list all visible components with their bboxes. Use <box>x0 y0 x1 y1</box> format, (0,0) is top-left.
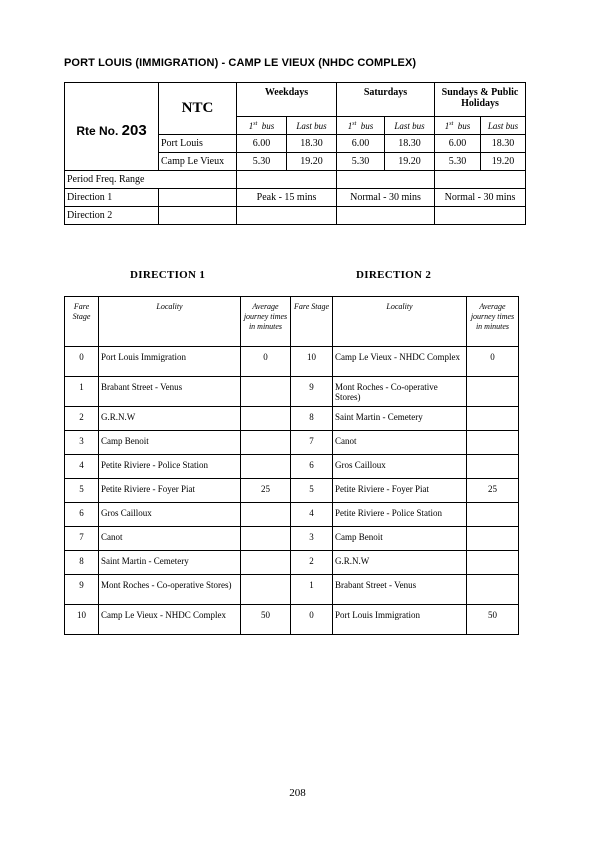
fare-stage-cell: 4 <box>65 455 99 479</box>
fare-stage-cell: 9 <box>65 575 99 605</box>
locality-cell: G.R.N.W <box>333 551 467 575</box>
avg-time-cell: 25 <box>241 479 291 503</box>
last-bus-header: Last bus <box>385 117 435 135</box>
locality-cell: Saint Martin - Cemetery <box>333 407 467 431</box>
locality-cell: Mont Roches - Co-operative Stores) <box>333 377 467 407</box>
locality-cell: Gros Cailloux <box>99 503 241 527</box>
avg-time-cell <box>241 377 291 407</box>
schedule-table <box>64 82 526 225</box>
fare-stage-header: Fare Stage <box>291 297 333 347</box>
fare-stage-cell: 5 <box>65 479 99 503</box>
route-number-cell <box>65 83 159 171</box>
locality-cell: Petite Riviere - Police Station <box>333 503 467 527</box>
fare-stage-header: Fare Stage <box>65 297 99 347</box>
fare-stage-cell: 2 <box>291 551 333 575</box>
last-bus-header: Last bus <box>481 117 526 135</box>
fare-stage-cell: 1 <box>65 377 99 407</box>
avg-time-cell: 50 <box>467 605 519 635</box>
time-cell: 19.20 <box>481 153 526 171</box>
direction2-label: Direction 2 <box>65 207 159 225</box>
fare-stage-cell: 4 <box>291 503 333 527</box>
fare-stage-cell: 8 <box>65 551 99 575</box>
first-bus-header: 1st bus <box>237 117 287 135</box>
avg-time-cell <box>467 407 519 431</box>
weekdays-header: Weekdays <box>237 83 337 117</box>
avg-time-header: Average journey times in minutes <box>241 297 291 347</box>
direction2-heading: DIRECTION 2 <box>356 269 432 281</box>
time-cell: 18.30 <box>287 135 337 153</box>
fare-stage-cell: 0 <box>291 605 333 635</box>
sundays-header: Sundays & Public Holidays <box>435 83 526 117</box>
route-label: Rte No. <box>76 124 119 138</box>
period-row <box>65 171 526 189</box>
direction1-label: Direction 1 <box>65 189 159 207</box>
fare-stage-cell: 1 <box>291 575 333 605</box>
avg-time-cell <box>241 527 291 551</box>
avg-time-cell <box>241 431 291 455</box>
avg-time-cell <box>241 407 291 431</box>
direction1-heading: DIRECTION 1 <box>130 269 206 281</box>
fare-row <box>65 347 519 377</box>
fare-stage-cell: 6 <box>291 455 333 479</box>
locality-cell: Brabant Street - Venus <box>99 377 241 407</box>
time-cell: 6.00 <box>337 135 385 153</box>
locality-cell: Camp Le Vieux - NHDC Complex <box>99 605 241 635</box>
fare-row <box>65 455 519 479</box>
frequency-cell: Normal - 30 mins <box>435 189 526 207</box>
locality-cell: Camp Benoit <box>99 431 241 455</box>
time-cell: 6.00 <box>435 135 481 153</box>
locality-cell: Camp Le Vieux - NHDC Complex <box>333 347 467 377</box>
avg-time-cell: 25 <box>467 479 519 503</box>
last-bus-header: Last bus <box>287 117 337 135</box>
fare-stage-cell: 2 <box>65 407 99 431</box>
stop-name: Port Louis <box>159 135 237 153</box>
locality-cell: Petite Riviere - Foyer Piat <box>99 479 241 503</box>
fare-stage-cell: 7 <box>291 431 333 455</box>
fare-row <box>65 431 519 455</box>
fare-row <box>65 377 519 407</box>
time-cell: 6.00 <box>237 135 287 153</box>
fare-stage-cell: 7 <box>65 527 99 551</box>
route-number: 203 <box>121 122 147 139</box>
direction2-row <box>65 207 526 225</box>
fare-stage-cell: 8 <box>291 407 333 431</box>
first-bus-header: 1st bus <box>435 117 481 135</box>
avg-time-cell <box>241 575 291 605</box>
time-cell: 5.30 <box>435 153 481 171</box>
time-cell: 18.30 <box>385 135 435 153</box>
fare-row <box>65 551 519 575</box>
locality-header: Locality <box>99 297 241 347</box>
fare-stage-cell: 10 <box>291 347 333 377</box>
fare-row <box>65 575 519 605</box>
fare-row <box>65 407 519 431</box>
locality-cell: Canot <box>99 527 241 551</box>
locality-cell: Saint Martin - Cemetery <box>99 551 241 575</box>
saturdays-header: Saturdays <box>337 83 435 117</box>
locality-cell: Petite Riviere - Police Station <box>99 455 241 479</box>
time-cell: 5.30 <box>237 153 287 171</box>
direction1-row <box>65 189 526 207</box>
fare-stage-cell: 3 <box>291 527 333 551</box>
time-cell: 19.20 <box>385 153 435 171</box>
avg-time-cell <box>241 455 291 479</box>
avg-time-cell <box>467 431 519 455</box>
fare-stage-cell: 9 <box>291 377 333 407</box>
avg-time-cell <box>241 551 291 575</box>
locality-cell: Port Louis Immigration <box>99 347 241 377</box>
avg-time-cell <box>467 575 519 605</box>
time-cell: 18.30 <box>481 135 526 153</box>
fare-row <box>65 479 519 503</box>
avg-time-cell <box>467 551 519 575</box>
avg-time-cell: 0 <box>241 347 291 377</box>
fare-stage-cell: 6 <box>65 503 99 527</box>
fare-row <box>65 527 519 551</box>
fare-stage-cell: 0 <box>65 347 99 377</box>
first-bus-header: 1st bus <box>337 117 385 135</box>
avg-time-cell: 0 <box>467 347 519 377</box>
locality-cell: Camp Benoit <box>333 527 467 551</box>
fare-stage-table <box>64 296 519 635</box>
avg-time-header: Average journey times in minutes <box>467 297 519 347</box>
operator-name: NTC <box>159 83 237 135</box>
locality-header: Locality <box>333 297 467 347</box>
avg-time-cell: 50 <box>241 605 291 635</box>
period-label: Period Freq. Range <box>65 171 237 189</box>
avg-time-cell <box>467 503 519 527</box>
locality-cell: G.R.N.W <box>99 407 241 431</box>
avg-time-cell <box>241 503 291 527</box>
fare-row <box>65 503 519 527</box>
avg-time-cell <box>467 527 519 551</box>
fare-stage-cell: 5 <box>291 479 333 503</box>
locality-cell: Brabant Street - Venus <box>333 575 467 605</box>
page-number: 208 <box>289 787 306 799</box>
time-cell: 5.30 <box>337 153 385 171</box>
frequency-cell: Peak - 15 mins <box>237 189 337 207</box>
locality-cell: Petite Riviere - Foyer Piat <box>333 479 467 503</box>
locality-cell: Gros Cailloux <box>333 455 467 479</box>
locality-cell: Mont Roches - Co-operative Stores) <box>99 575 241 605</box>
fare-stage-cell: 3 <box>65 431 99 455</box>
page-title: PORT LOUIS (IMMIGRATION) - CAMP LE VIEUX (NHDC COMPLEX) <box>64 57 417 69</box>
frequency-cell: Normal - 30 mins <box>337 189 435 207</box>
fare-row <box>65 605 519 635</box>
fare-header-row <box>65 297 519 347</box>
avg-time-cell <box>467 455 519 479</box>
time-cell: 19.20 <box>287 153 337 171</box>
stop-name: Camp Le Vieux <box>159 153 237 171</box>
locality-cell: Canot <box>333 431 467 455</box>
avg-time-cell <box>467 377 519 407</box>
fare-stage-cell: 10 <box>65 605 99 635</box>
locality-cell: Port Louis Immigration <box>333 605 467 635</box>
